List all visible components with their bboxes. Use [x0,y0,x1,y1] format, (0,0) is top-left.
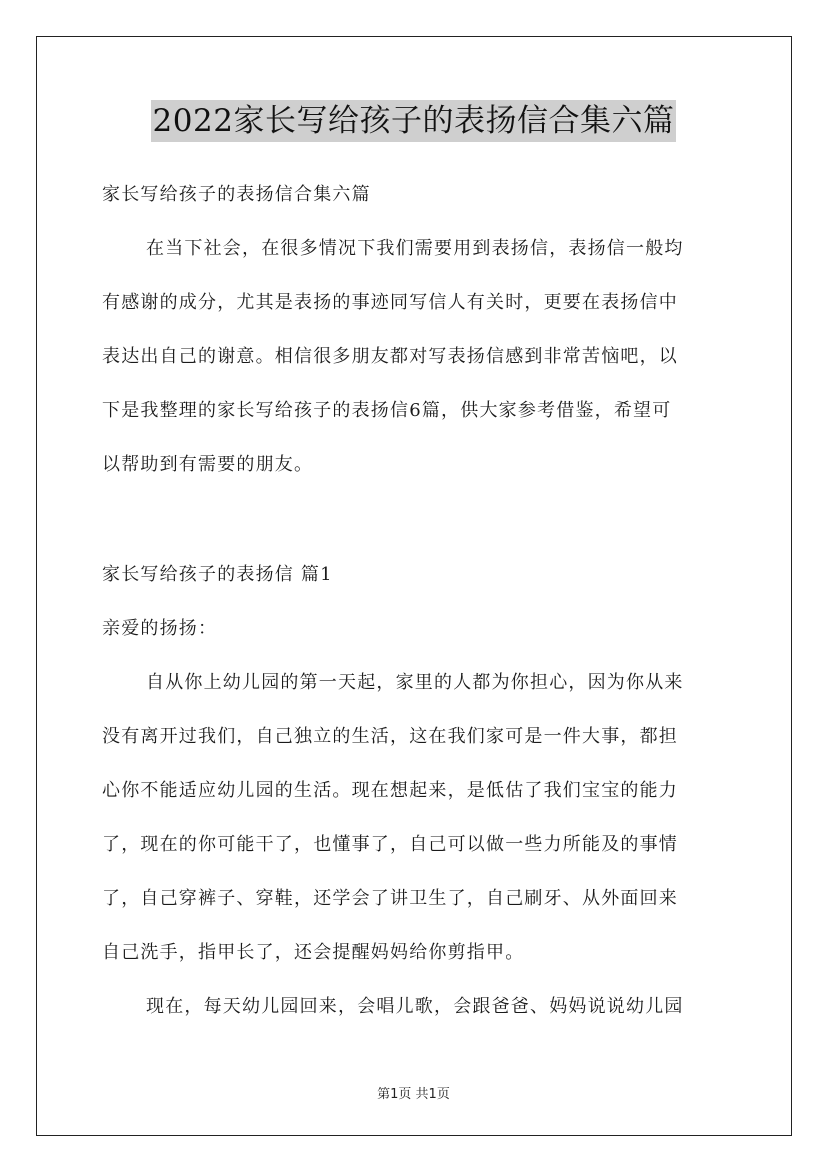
body-line-4: 了，现在的你可能干了，也懂事了，自己可以做一些力所能及的事情 [102,834,678,855]
section-heading: 家长写给孩子的表扬信 篇1 [102,564,333,585]
intro-line-2: 有感谢的成分，尤其是表扬的事迹同写信人有关时，更要在表扬信中 [102,292,678,313]
body-line-2: 没有离开过我们，自己独立的生活，这在我们家可是一件大事，都担 [102,726,678,747]
body-paragraph-2-line-1: 现在，每天幼儿园回来，会唱儿歌，会跟爸爸、妈妈说说幼儿园 [146,996,684,1017]
body-line-1: 自从你上幼儿园的第一天起，家里的人都为你担心，因为你从来 [146,672,684,693]
body-line-3: 心你不能适应幼儿园的生活。现在想起来，是低估了我们宝宝的能力 [102,780,678,801]
intro-line-1: 在当下社会，在很多情况下我们需要用到表扬信，表扬信一般均 [146,238,684,259]
body-line-5: 了，自己穿裤子、穿鞋，还学会了讲卫生了，自己刷牙、从外面回来 [102,888,678,909]
intro-line-5: 以帮助到有需要的朋友。 [102,454,314,475]
document-title: 2022家长写给孩子的表扬信合集六篇 [151,100,677,142]
intro-line-3: 表达出自己的谢意。相信很多朋友都对写表扬信感到非常苦恼吧，以 [102,346,678,367]
title-container [0,100,827,142]
body-line-6: 自己洗手，指甲长了，还会提醒妈妈给你剪指甲。 [102,942,525,963]
document-subtitle: 家长写给孩子的表扬信合集六篇 [102,184,371,205]
letter-salutation: 亲爱的扬扬： [102,618,218,639]
page-number: 第1页 共1页 [377,1087,450,1102]
intro-line-4: 下是我整理的家长写给孩子的表扬信6篇，供大家参考借鉴，希望可 [102,400,672,421]
